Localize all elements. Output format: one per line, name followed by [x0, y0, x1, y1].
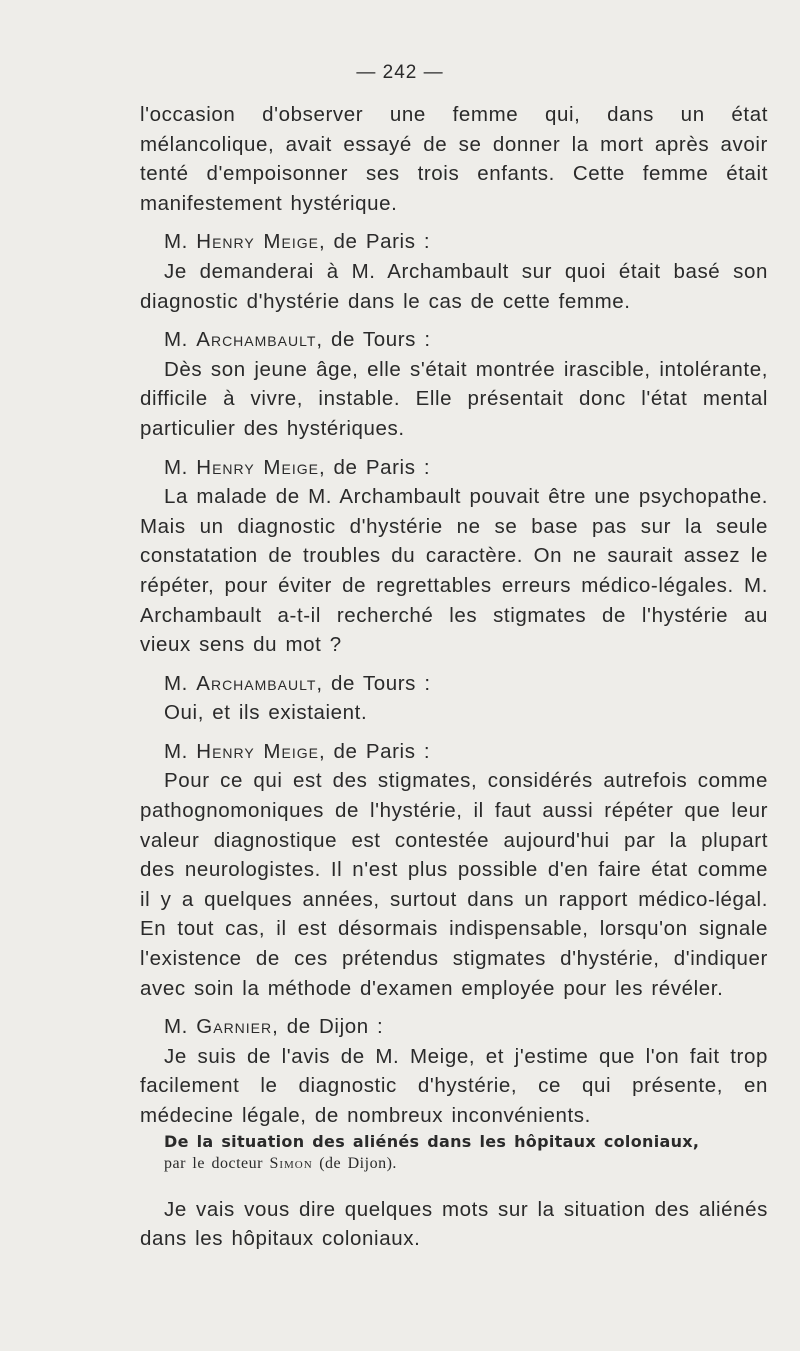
- speaker-name: Henry Meige: [196, 230, 319, 254]
- page-body: [140, 100, 768, 1254]
- paragraph-meige-reply: La malade de M. Archambault pouvait être une psychopathe. Mais un diagnostic d'hystérie ne se base pas sur la seule constatation de troubles du caractère. On ne saurait assez le répéter, pour éviter de regrettables erreurs médico-légales. M. Archambault a-t-il recherché les stigmates de l'hystérie au vieux sens du mot ?: [140, 485, 768, 657]
- speaker-name: Archambault: [196, 671, 317, 695]
- author-name: Simon: [269, 1154, 313, 1172]
- speaker-name: Henry Meige: [196, 739, 319, 763]
- section-byline: par le docteur Simon (de Dijon).: [164, 1154, 397, 1172]
- speaker-line-garnier: M. Garnier, de Dijon :: [164, 1015, 384, 1039]
- speaker-line-meige: M. Henry Meige, de Paris :: [164, 455, 431, 479]
- speaker-line-archambault: M. Archambault, de Tours :: [164, 328, 431, 352]
- speaker-line-archambault: M. Archambault, de Tours :: [164, 671, 431, 695]
- paragraph-continuation: l'occasion d'observer une femme qui, dans un état mélancolique, avait essayé de se donner la mort après avoir tenté d'empoisonner ses trois enfants. Cette femme était manifestement hystérique.: [140, 103, 768, 215]
- speaker-name: Henry Meige: [196, 455, 319, 479]
- paragraph-meige-stigmates: Pour ce qui est des stigmates, considérés autrefois comme pathognomoniques de l'hystérie, il faut aussi répéter que leur valeur diagnostique est contestée aujourd'hui par la plupart des neurologistes. Il n'est plus possible d'en faire état comme il y a quelques années, surtout dans un rapport médico-légal. En tout cas, il est désormais indispensable, lorsqu'on signale l'existence de ces prétendus stigmates d'hystérie, d'indiquer avec soin la méthode d'examen employée pour les révéler.: [140, 769, 768, 1000]
- speaker-line-meige: M. Henry Meige, de Paris :: [164, 230, 431, 254]
- paragraph-archambault-answer: Dès son jeune âge, elle s'était montrée irascible, intolérante, difficile à vivre, instable. Elle présentait donc l'état mental particulier des hystériques.: [140, 357, 768, 440]
- paragraph-garnier: Je suis de l'avis de M. Meige, et j'estime que l'on fait trop facilement le diagnostic d'hystérie, ce qui présente, en médecine légale, de nombreux inconvénients.: [140, 1044, 768, 1127]
- paragraph-archambault-short: Oui, et ils existaient.: [164, 701, 368, 725]
- speaker-name: Garnier: [196, 1015, 273, 1039]
- paragraph-intro: Je vais vous dire quelques mots sur la situation des aliénés dans les hôpitaux coloniaux.: [140, 1197, 768, 1251]
- speaker-line-meige: M. Henry Meige, de Paris :: [164, 739, 431, 763]
- speaker-name: Archambault: [196, 328, 317, 352]
- paragraph-meige-question: Je demanderai à M. Archambault sur quoi était basé son diagnostic d'hystérie dans le cas de cette femme.: [140, 259, 768, 313]
- section-title: De la situation des aliénés dans les hôpitaux coloniaux,: [164, 1131, 700, 1151]
- page-number: — 242 —: [356, 62, 444, 83]
